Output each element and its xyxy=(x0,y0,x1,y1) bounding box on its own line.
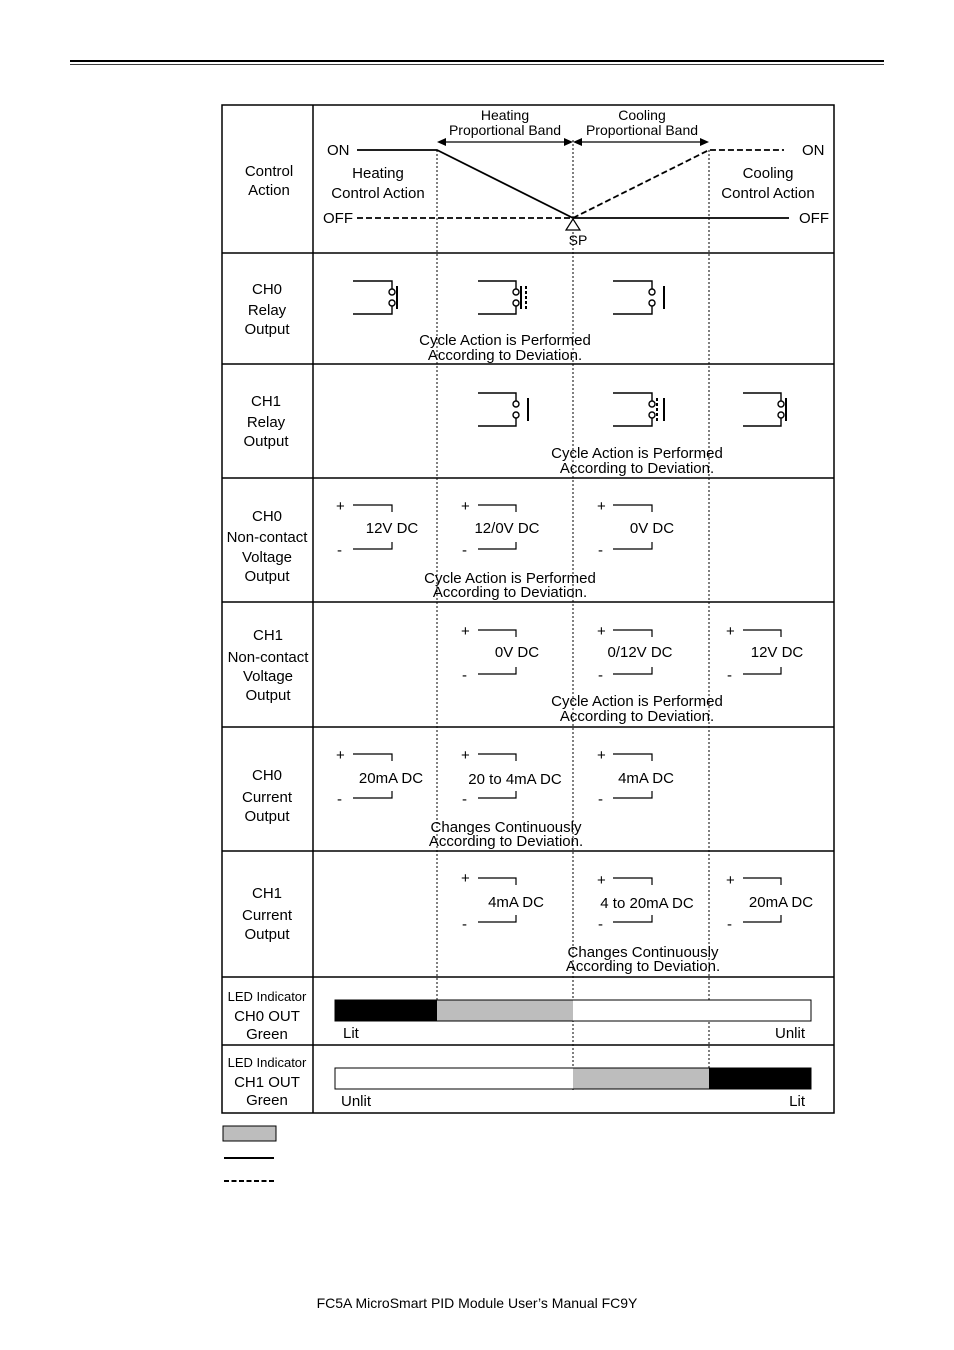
ch0-current-graphics xyxy=(336,747,674,808)
svg-text:-: - xyxy=(727,916,732,933)
off-left-label: OFF xyxy=(323,210,353,227)
row-label-ch0-led: LED Indicator CH0 OUT Green xyxy=(227,989,307,1043)
row-label-ch0-relay: CH0 Relay Output xyxy=(244,281,290,338)
ch0-relay-note: Cycle Action is Performed According to Deviation. xyxy=(419,332,591,364)
ch0-relay-graphics xyxy=(353,281,664,314)
led-segment-blinking xyxy=(573,1068,709,1089)
signal-value: 20 to 4mA DC xyxy=(468,771,562,788)
signal-terminal xyxy=(461,498,540,559)
heating-band-label: Heating Proportional Band xyxy=(448,107,562,138)
svg-text:+: + xyxy=(461,747,470,764)
legend-blinking-swatch xyxy=(223,1126,276,1141)
signal-value: 20mA DC xyxy=(748,894,814,911)
svg-text:-: - xyxy=(462,791,467,808)
ch1-current-graphics xyxy=(461,870,813,933)
svg-text:+: + xyxy=(336,747,345,764)
svg-text:-: - xyxy=(598,916,603,933)
row-label-ch0-current: CH0 Current Output xyxy=(241,767,293,825)
relay-contact-closed xyxy=(353,281,397,314)
relay-contact-cycling xyxy=(478,281,526,314)
signal-value: 12V DC xyxy=(365,520,419,537)
page-footer: FC5A MicroSmart PID Module User’s Manual FC9Y xyxy=(316,1295,638,1311)
led-segment-lit xyxy=(335,1000,437,1021)
signal-value: 12/0V DC xyxy=(474,520,540,537)
svg-text:-: - xyxy=(598,542,603,559)
signal-terminal xyxy=(726,623,803,684)
svg-text:-: - xyxy=(337,791,342,808)
svg-text:+: + xyxy=(336,498,345,515)
cooling-action-label: Cooling Control Action xyxy=(721,165,815,202)
svg-text:-: - xyxy=(598,667,603,684)
row-label-control-action: Control Action xyxy=(244,163,294,199)
led-segment-unlit xyxy=(335,1068,573,1089)
sp-label: SP xyxy=(568,232,588,248)
row-label-ch1-relay: CH1 Relay Output xyxy=(243,393,289,450)
signal-terminal xyxy=(597,872,694,933)
cooling-band-label: Cooling Proportional Band xyxy=(585,107,699,138)
ch0-current-note: Changes Continuously According to Deviation. xyxy=(428,819,584,850)
signal-terminal xyxy=(461,747,562,808)
relay-contact-cycling xyxy=(613,393,664,426)
heating-action-label: Heating Control Action xyxy=(331,165,425,202)
row-label-ch1-voltage: CH1 Non-contact Voltage Output xyxy=(227,627,309,704)
ch0-voltage-note: Cycle Action is Performed According to Deviation. xyxy=(424,570,596,601)
ch1-led-bar xyxy=(335,1068,811,1110)
signal-terminal xyxy=(336,747,423,808)
row-label-ch1-current: CH1 Current Output xyxy=(241,885,293,943)
ch1-relay-graphics xyxy=(478,393,786,426)
led-segment-blinking xyxy=(437,1000,573,1021)
signal-value: 4 to 20mA DC xyxy=(600,895,694,912)
control-action-graph xyxy=(323,107,829,248)
svg-text:-: - xyxy=(598,791,603,808)
on-left-label: ON xyxy=(327,142,350,159)
signal-value: 20mA DC xyxy=(358,770,424,787)
signal-value: 12V DC xyxy=(750,644,804,661)
svg-text:-: - xyxy=(337,542,342,559)
signal-value: 0/12V DC xyxy=(607,644,673,661)
ch1-voltage-graphics xyxy=(461,623,803,684)
ch0-voltage-graphics xyxy=(336,498,674,559)
svg-text:+: + xyxy=(726,872,735,889)
svg-text:-: - xyxy=(462,667,467,684)
signal-value: 4mA DC xyxy=(618,770,674,787)
led-right-label: Lit xyxy=(789,1093,805,1110)
signal-value: 4mA DC xyxy=(488,894,544,911)
table-frame xyxy=(222,105,834,1113)
svg-text:-: - xyxy=(462,916,467,933)
row-label-ch0-voltage: CH0 Non-contact Voltage Output xyxy=(226,508,308,585)
off-right-label: OFF xyxy=(799,210,829,227)
led-right-label: Unlit xyxy=(774,1025,805,1042)
ch1-current-note: Changes Continuously According to Deviation. xyxy=(565,944,721,975)
ch1-relay-note: Cycle Action is Performed According to Deviation. xyxy=(551,445,723,477)
signal-terminal xyxy=(461,870,544,933)
svg-text:+: + xyxy=(597,872,606,889)
ch0-led-bar xyxy=(335,1000,811,1042)
row-label-ch1-led: LED Indicator CH1 OUT Green xyxy=(227,1055,307,1109)
led-left-label: Lit xyxy=(343,1025,359,1042)
svg-text:+: + xyxy=(461,623,470,640)
svg-text:-: - xyxy=(462,542,467,559)
signal-terminal xyxy=(597,623,673,684)
signal-terminal xyxy=(597,747,674,808)
led-segment-lit xyxy=(709,1068,811,1089)
legend xyxy=(223,1126,276,1181)
svg-text:+: + xyxy=(597,747,606,764)
svg-text:+: + xyxy=(726,623,735,640)
cooling-action-line xyxy=(357,150,784,218)
signal-terminal xyxy=(336,498,418,559)
relay-contact-open xyxy=(613,281,664,314)
sp-marker xyxy=(566,219,580,230)
signal-value: 0V DC xyxy=(629,520,675,537)
signal-terminal xyxy=(597,498,674,559)
svg-text:+: + xyxy=(597,623,606,640)
on-right-label: ON xyxy=(802,142,825,159)
svg-text:+: + xyxy=(461,870,470,887)
relay-contact-open xyxy=(478,393,528,426)
signal-value: 0V DC xyxy=(494,644,540,661)
svg-text:+: + xyxy=(461,498,470,515)
svg-text:+: + xyxy=(597,498,606,515)
led-segment-unlit xyxy=(573,1000,811,1021)
signal-terminal xyxy=(726,872,813,933)
ch1-voltage-note: Cycle Action is Performed According to Deviation. xyxy=(551,693,723,725)
led-left-label: Unlit xyxy=(341,1093,372,1110)
signal-terminal xyxy=(461,623,539,684)
svg-text:-: - xyxy=(727,667,732,684)
relay-contact-closed xyxy=(743,393,786,426)
